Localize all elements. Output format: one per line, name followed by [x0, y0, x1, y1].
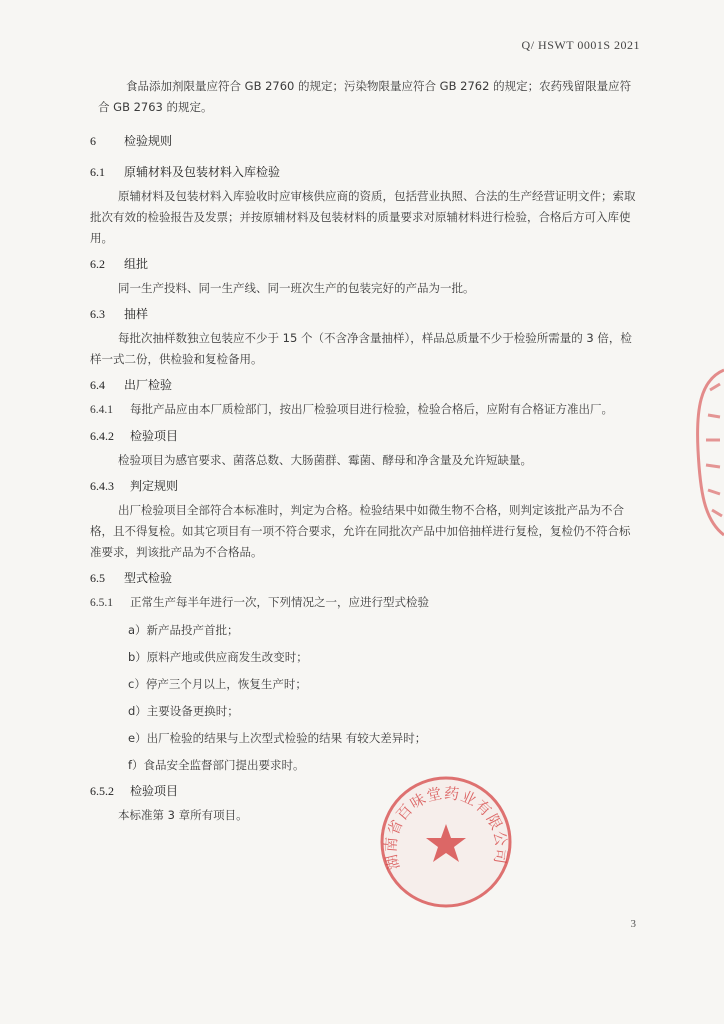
section-6-heading [90, 132, 640, 149]
section-number: 6 [90, 134, 96, 148]
list-item: f）食品安全监督部门提出要求时。 [128, 758, 305, 772]
section-6-4-2-body: 检验项目为感官要求、菌落总数、大肠菌群、霉菌、酵母和净含量及允许短缺量。 [118, 453, 532, 467]
page-number: 3 [630, 918, 636, 930]
section-title: 出厂检验 [124, 378, 173, 392]
section-number: 6.2 [90, 257, 105, 271]
section-6-5-heading [90, 569, 640, 586]
section-title: 原辅材料及包装材料入库检验 [124, 165, 281, 179]
section-6-2-heading [90, 255, 640, 272]
section-number: 6.4.3 [90, 479, 114, 493]
list-item: e）出厂检验的结果与上次型式检验的结果 有较大差异时； [128, 731, 427, 745]
intro-paragraph: 食品添加剂限量应符合 GB 2760 的规定；污染物限量应符合 GB 2762 的规定；农药残留限量应符合 GB 2763 的规定。 [98, 79, 632, 114]
section-6-5-1-paragraph [90, 592, 640, 614]
edge-stamp [690, 360, 724, 540]
section-number: 6.4 [90, 378, 105, 392]
seal-text: 湖南省百味堂药业有限公司 [381, 783, 511, 872]
section-title: 组批 [124, 257, 149, 271]
list-item: d）主要设备更换时； [128, 704, 239, 718]
section-number: 6.5.1 [90, 597, 113, 609]
section-number: 6.4.2 [90, 429, 114, 443]
section-number: 6.1 [90, 165, 105, 179]
list-item: b）原料产地或供应商发生改变时； [128, 650, 308, 664]
section-6-1-body: 原辅材料及包装材料入库验收时应审核供应商的资质，包括营业执照、合法的生产经营证明文件；索取批次有效的检验报告及发票；并按原辅材料及包装材料的质量要求对原辅材料进行检验，合格后方可入库使用。 [90, 189, 636, 245]
list-item: c）停产三个月以上，恢复生产时； [128, 677, 307, 691]
section-6-3-heading [90, 305, 640, 322]
document-body [90, 76, 640, 826]
section-number: 6.4.1 [90, 404, 113, 416]
section-title: 判定规则 [130, 479, 179, 493]
section-6-4-1-body: 每批产品应由本厂质检部门，按出厂检验项目进行检验，检验合格后，应附有合格证方准出厂。 [130, 402, 613, 416]
section-6-2-body: 同一生产投料、同一生产线、同一班次生产的包装完好的产品为一批。 [118, 281, 475, 295]
section-title: 检验项目 [130, 784, 179, 798]
company-seal [376, 772, 516, 912]
section-6-5-2-body: 本标准第 3 章所有项目。 [118, 808, 248, 822]
section-number: 6.3 [90, 307, 105, 321]
section-6-4-1-paragraph [90, 399, 640, 421]
section-6-4-3-heading [90, 477, 640, 494]
section-6-4-2-heading [90, 427, 640, 444]
section-title: 型式检验 [124, 571, 173, 585]
section-6-5-2-heading [90, 782, 640, 799]
section-6-1-heading [90, 163, 640, 180]
section-number: 6.5.2 [90, 784, 114, 798]
list-item: a）新产品投产首批； [128, 623, 239, 637]
section-title: 抽样 [124, 307, 149, 321]
section-number: 6.5 [90, 571, 105, 585]
section-6-4-3-body: 出厂检验项目全部符合本标准时，判定为合格。检验结果中如微生物不合格，则判定该批产品为不合格，且不得复检。如其它项目有一项不符合要求，允许在同批次产品中加倍抽样进行复检，复检仍不符合标准要求，判该批产品为不合格品。 [90, 503, 631, 559]
section-6-5-1-body: 正常生产每半年进行一次，下列情况之一，应进行型式检验 [130, 595, 429, 609]
document-code: Q/ HSWT 0001S 2021 [521, 38, 640, 52]
section-6-3-body: 每批次抽样数独立包装应不少于 15 个（不含净含量抽样），样品总质量不少于检验所需量的 3 倍，检样一式二份，供检验和复检备用。 [90, 331, 632, 366]
section-title: 检验项目 [130, 429, 179, 443]
section-6-4-heading [90, 376, 640, 393]
section-title: 检验规则 [124, 134, 173, 148]
